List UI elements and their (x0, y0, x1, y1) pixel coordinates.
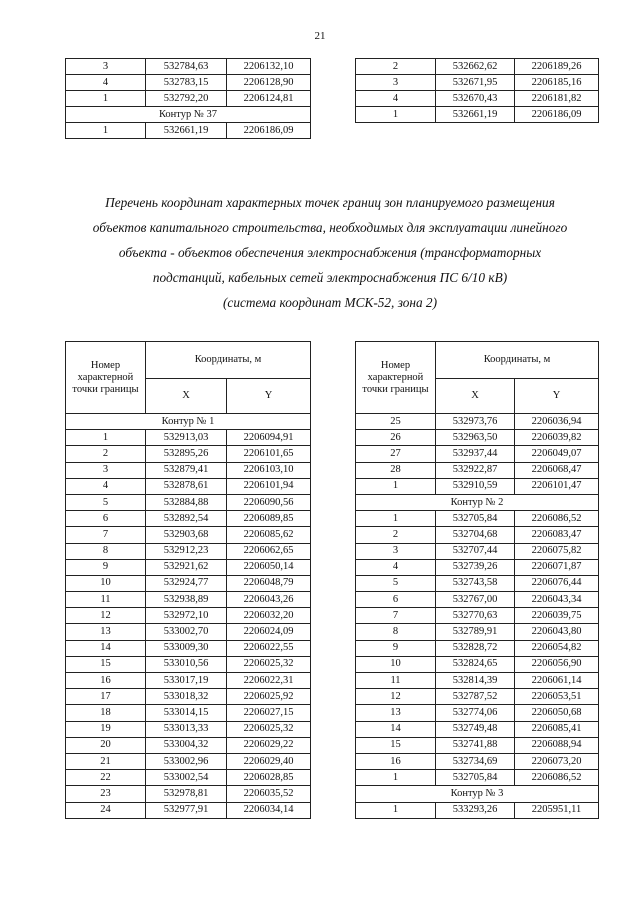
point-number-cell: 19 (66, 721, 146, 737)
table-row (356, 640, 599, 656)
table-row (66, 705, 311, 721)
point-number-cell: 1 (66, 430, 146, 446)
table-row (356, 414, 599, 430)
table-row (356, 802, 599, 818)
point-number-cell: 1 (66, 91, 146, 107)
table-row (66, 511, 311, 527)
coordinates-table-left (65, 341, 311, 819)
y-coordinate-cell: 2206132,10 (227, 59, 311, 75)
table-row (356, 770, 599, 786)
y-coordinate-cell: 2206101,47 (515, 478, 599, 494)
x-coordinate-cell: 532783,15 (146, 75, 227, 91)
y-coordinate-cell: 2206029,22 (227, 737, 311, 753)
y-coordinate-cell: 2206043,34 (515, 592, 599, 608)
table-row (356, 705, 599, 721)
x-coordinate-cell: 532878,61 (146, 478, 227, 494)
table-row (66, 575, 311, 591)
table-row (356, 575, 599, 591)
table-row (66, 462, 311, 478)
y-coordinate-cell: 2206050,68 (515, 705, 599, 721)
table-row (66, 527, 311, 543)
y-coordinate-cell: 2206186,09 (227, 123, 311, 139)
x-coordinate-cell: 532707,44 (436, 543, 515, 559)
point-number-cell: 22 (66, 770, 146, 786)
y-coordinate-cell: 2206025,32 (227, 721, 311, 737)
point-number-cell: 27 (356, 446, 436, 462)
x-coordinate-cell: 532824,65 (436, 656, 515, 672)
point-number-cell: 1 (356, 478, 436, 494)
x-coordinate-cell: 532913,03 (146, 430, 227, 446)
x-coordinate-cell: 532770,63 (436, 608, 515, 624)
y-coordinate-cell: 2206039,82 (515, 430, 599, 446)
x-coordinate-cell: 532789,91 (436, 624, 515, 640)
x-coordinate-cell: 532884,88 (146, 494, 227, 510)
x-coordinate-cell: 532661,19 (146, 123, 227, 139)
table-row (356, 430, 599, 446)
table-row (356, 721, 599, 737)
point-number-cell: 1 (356, 802, 436, 818)
table-row (66, 673, 311, 689)
table-row (356, 592, 599, 608)
x-coordinate-cell: 533014,15 (146, 705, 227, 721)
y-coordinate-cell: 2206128,90 (227, 75, 311, 91)
table-row (356, 689, 599, 705)
x-coordinate-cell: 532662,62 (436, 59, 515, 75)
number-column-header: Номер характерной точки границы (66, 342, 146, 414)
point-number-cell: 7 (66, 527, 146, 543)
x-coordinate-cell: 532921,62 (146, 559, 227, 575)
x-coordinate-cell: 533002,70 (146, 624, 227, 640)
table-row (356, 59, 599, 75)
x-coordinate-cell: 532741,88 (436, 737, 515, 753)
x-coordinate-cell: 532924,77 (146, 575, 227, 591)
y-coordinate-cell: 2206101,94 (227, 478, 311, 494)
table-row (356, 446, 599, 462)
heading-line-3: объекта - объектов обеспечения электроснабжения (трансформаторных (118, 245, 542, 260)
point-number-cell: 11 (356, 673, 436, 689)
y-coordinate-cell: 2206028,85 (227, 770, 311, 786)
table-row (66, 656, 311, 672)
point-number-cell: 16 (66, 673, 146, 689)
contour-label: Контур № 2 (356, 494, 599, 510)
x-coordinate-cell: 533013,33 (146, 721, 227, 737)
table-row (356, 91, 599, 107)
coordinates-table-right (355, 341, 599, 819)
table-row (66, 59, 311, 75)
point-number-cell: 3 (66, 462, 146, 478)
y-coordinate-cell: 2206022,55 (227, 640, 311, 656)
table-row (356, 107, 599, 123)
x-coordinate-cell: 533004,32 (146, 737, 227, 753)
y-coordinate-cell: 2206048,79 (227, 575, 311, 591)
table-row (356, 753, 599, 769)
point-number-cell: 18 (66, 705, 146, 721)
point-number-cell: 3 (66, 59, 146, 75)
table-row (66, 770, 311, 786)
x-coordinate-cell: 533002,96 (146, 753, 227, 769)
x-coordinate-cell: 532922,87 (436, 462, 515, 478)
number-column-header: Номер характерной точки границы (356, 342, 436, 414)
point-number-cell: 1 (356, 770, 436, 786)
table-row (66, 689, 311, 705)
y-coordinate-cell: 2206085,62 (227, 527, 311, 543)
table-row (66, 446, 311, 462)
point-number-cell: 3 (356, 75, 436, 91)
x-coordinate-cell: 532749,48 (436, 721, 515, 737)
table-row (356, 737, 599, 753)
x-coordinate-cell: 532704,68 (436, 527, 515, 543)
top-left-table (65, 58, 311, 139)
y-coordinate-cell: 2206073,20 (515, 753, 599, 769)
table-row (66, 802, 311, 818)
point-number-cell: 2 (66, 446, 146, 462)
y-coordinate-cell: 2206035,52 (227, 786, 311, 802)
table-row (66, 786, 311, 802)
x-coordinate-cell: 532739,26 (436, 559, 515, 575)
table-row (66, 721, 311, 737)
contour-row (66, 414, 311, 430)
point-number-cell: 12 (66, 608, 146, 624)
y-coordinate-cell: 2206090,56 (227, 494, 311, 510)
table-row (66, 608, 311, 624)
y-coordinate-cell: 2206056,90 (515, 656, 599, 672)
point-number-cell: 13 (356, 705, 436, 721)
point-number-cell: 2 (356, 527, 436, 543)
y-coordinate-cell: 2206085,41 (515, 721, 599, 737)
table-row (356, 462, 599, 478)
point-number-cell: 5 (356, 575, 436, 591)
x-coordinate-cell: 533018,32 (146, 689, 227, 705)
point-number-cell: 5 (66, 494, 146, 510)
coordinates-header: Координаты, м (146, 342, 311, 379)
table-row (356, 608, 599, 624)
document-heading (40, 190, 620, 315)
heading-line-5: (система координат МСК-52, зона 2) (223, 295, 437, 310)
y-coordinate-cell: 2206076,44 (515, 575, 599, 591)
x-coordinate-cell: 532972,10 (146, 608, 227, 624)
point-number-cell: 16 (356, 753, 436, 769)
y-coordinate-cell: 2206053,51 (515, 689, 599, 705)
table-row (66, 494, 311, 510)
point-number-cell: 14 (356, 721, 436, 737)
y-coordinate-cell: 2206032,20 (227, 608, 311, 624)
y-column-header: Y (227, 379, 311, 414)
y-coordinate-cell: 2206062,65 (227, 543, 311, 559)
y-coordinate-cell: 2206024,09 (227, 624, 311, 640)
x-column-header: X (146, 379, 227, 414)
x-coordinate-cell: 532903,68 (146, 527, 227, 543)
x-coordinate-cell: 532978,81 (146, 786, 227, 802)
table-row (356, 75, 599, 91)
table-row (356, 543, 599, 559)
page-number: 21 (314, 30, 326, 42)
point-number-cell: 17 (66, 689, 146, 705)
point-number-cell: 1 (356, 511, 436, 527)
top-right-table (355, 58, 599, 123)
point-number-cell: 6 (66, 511, 146, 527)
y-coordinate-cell: 2206025,32 (227, 656, 311, 672)
table-row (66, 430, 311, 446)
y-coordinate-cell: 2206181,82 (515, 91, 599, 107)
table-row (66, 737, 311, 753)
point-number-cell: 11 (66, 592, 146, 608)
point-number-cell: 24 (66, 802, 146, 818)
table-row (356, 624, 599, 640)
y-coordinate-cell: 2206186,09 (515, 107, 599, 123)
point-number-cell: 23 (66, 786, 146, 802)
y-coordinate-cell: 2206089,85 (227, 511, 311, 527)
heading-line-4: подстанций, кабельных сетей электроснабжения ПС 6/10 кВ) (152, 270, 508, 285)
point-number-cell: 20 (66, 737, 146, 753)
x-column-header: X (436, 379, 515, 414)
x-coordinate-cell: 532734,69 (436, 753, 515, 769)
x-coordinate-cell: 532784,63 (146, 59, 227, 75)
x-coordinate-cell: 532661,19 (436, 107, 515, 123)
x-coordinate-cell: 532787,52 (436, 689, 515, 705)
point-number-cell: 10 (66, 575, 146, 591)
x-coordinate-cell: 532814,39 (436, 673, 515, 689)
table-row (66, 543, 311, 559)
x-coordinate-cell: 532670,43 (436, 91, 515, 107)
point-number-cell: 13 (66, 624, 146, 640)
x-coordinate-cell: 532937,44 (436, 446, 515, 462)
point-number-cell: 21 (66, 753, 146, 769)
table-row (66, 559, 311, 575)
x-coordinate-cell: 532912,23 (146, 543, 227, 559)
point-number-cell: 15 (356, 737, 436, 753)
y-coordinate-cell: 2206061,14 (515, 673, 599, 689)
y-coordinate-cell: 2206094,91 (227, 430, 311, 446)
contour-row (356, 786, 599, 802)
y-coordinate-cell: 2206189,26 (515, 59, 599, 75)
y-coordinate-cell: 2206071,87 (515, 559, 599, 575)
point-number-cell: 7 (356, 608, 436, 624)
table-row (356, 527, 599, 543)
point-number-cell: 9 (66, 559, 146, 575)
y-coordinate-cell: 2206025,92 (227, 689, 311, 705)
x-coordinate-cell: 533002,54 (146, 770, 227, 786)
x-coordinate-cell: 532892,54 (146, 511, 227, 527)
y-coordinate-cell: 2206050,14 (227, 559, 311, 575)
contour-label: Контур № 1 (66, 414, 311, 430)
y-coordinate-cell: 2206054,82 (515, 640, 599, 656)
table-row (356, 511, 599, 527)
y-coordinate-cell: 2206124,81 (227, 91, 311, 107)
x-coordinate-cell: 532963,50 (436, 430, 515, 446)
table-row (66, 91, 311, 107)
table-row (66, 753, 311, 769)
x-coordinate-cell: 532910,59 (436, 478, 515, 494)
x-coordinate-cell: 532977,91 (146, 802, 227, 818)
x-coordinate-cell: 533010,56 (146, 656, 227, 672)
point-number-cell: 6 (356, 592, 436, 608)
x-coordinate-cell: 533017,19 (146, 673, 227, 689)
y-coordinate-cell: 2206029,40 (227, 753, 311, 769)
point-number-cell: 4 (66, 478, 146, 494)
table-row (66, 624, 311, 640)
table-row (66, 478, 311, 494)
y-coordinate-cell: 2206075,82 (515, 543, 599, 559)
point-number-cell: 1 (356, 107, 436, 123)
point-number-cell: 15 (66, 656, 146, 672)
y-coordinate-cell: 2206039,75 (515, 608, 599, 624)
point-number-cell: 8 (66, 543, 146, 559)
point-number-cell: 4 (66, 75, 146, 91)
contour-row (356, 494, 599, 510)
x-coordinate-cell: 532671,95 (436, 75, 515, 91)
y-coordinate-cell: 2206086,52 (515, 511, 599, 527)
y-coordinate-cell: 2205951,11 (515, 802, 599, 818)
x-coordinate-cell: 532705,84 (436, 770, 515, 786)
x-coordinate-cell: 533009,30 (146, 640, 227, 656)
point-number-cell: 3 (356, 543, 436, 559)
table-row (66, 592, 311, 608)
x-coordinate-cell: 532879,41 (146, 462, 227, 478)
x-coordinate-cell: 532767,00 (436, 592, 515, 608)
point-number-cell: 10 (356, 656, 436, 672)
y-coordinate-cell: 2206185,16 (515, 75, 599, 91)
table-row (356, 656, 599, 672)
table-row (66, 640, 311, 656)
y-coordinate-cell: 2206088,94 (515, 737, 599, 753)
coordinates-header: Координаты, м (436, 342, 599, 379)
x-coordinate-cell: 532973,76 (436, 414, 515, 430)
y-coordinate-cell: 2206036,94 (515, 414, 599, 430)
y-coordinate-cell: 2206027,15 (227, 705, 311, 721)
point-number-cell: 4 (356, 91, 436, 107)
y-column-header: Y (515, 379, 599, 414)
x-coordinate-cell: 532792,20 (146, 91, 227, 107)
y-coordinate-cell: 2206034,14 (227, 802, 311, 818)
x-coordinate-cell: 532895,26 (146, 446, 227, 462)
point-number-cell: 25 (356, 414, 436, 430)
y-coordinate-cell: 2206043,26 (227, 592, 311, 608)
y-coordinate-cell: 2206043,80 (515, 624, 599, 640)
table-row (66, 123, 311, 139)
table-row (356, 559, 599, 575)
point-number-cell: 8 (356, 624, 436, 640)
table-row (66, 75, 311, 91)
y-coordinate-cell: 2206086,52 (515, 770, 599, 786)
contour-label: Контур № 37 (66, 107, 311, 123)
y-coordinate-cell: 2206083,47 (515, 527, 599, 543)
heading-line-2: объектов капитального строительства, необходимых для эксплуатации линейного (92, 220, 568, 235)
y-coordinate-cell: 2206103,10 (227, 462, 311, 478)
point-number-cell: 28 (356, 462, 436, 478)
point-number-cell: 2 (356, 59, 436, 75)
y-coordinate-cell: 2206022,31 (227, 673, 311, 689)
table-row (356, 673, 599, 689)
y-coordinate-cell: 2206049,07 (515, 446, 599, 462)
x-coordinate-cell: 532774,06 (436, 705, 515, 721)
point-number-cell: 26 (356, 430, 436, 446)
contour-row (66, 107, 311, 123)
heading-line-1: Перечень координат характерных точек границ зон планируемого размещения (105, 195, 555, 210)
x-coordinate-cell: 532743,58 (436, 575, 515, 591)
contour-label: Контур № 3 (356, 786, 599, 802)
x-coordinate-cell: 532828,72 (436, 640, 515, 656)
point-number-cell: 14 (66, 640, 146, 656)
x-coordinate-cell: 532705,84 (436, 511, 515, 527)
y-coordinate-cell: 2206101,65 (227, 446, 311, 462)
table-row (356, 478, 599, 494)
x-coordinate-cell: 533293,26 (436, 802, 515, 818)
y-coordinate-cell: 2206068,47 (515, 462, 599, 478)
point-number-cell: 9 (356, 640, 436, 656)
point-number-cell: 12 (356, 689, 436, 705)
x-coordinate-cell: 532938,89 (146, 592, 227, 608)
point-number-cell: 1 (66, 123, 146, 139)
point-number-cell: 4 (356, 559, 436, 575)
